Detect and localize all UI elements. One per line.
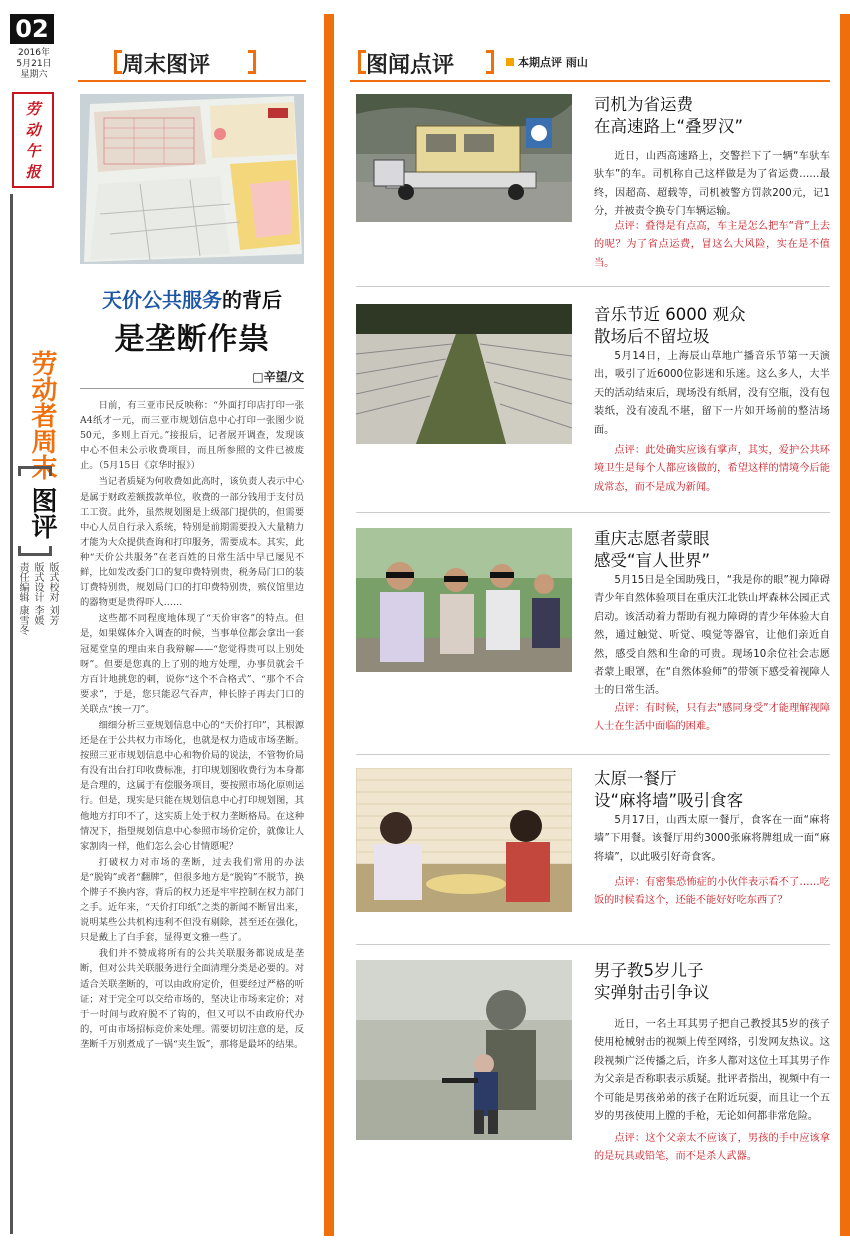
section-title: 劳动者周末 — [27, 350, 57, 480]
story-title — [594, 768, 830, 812]
logo-char: 动 — [25, 121, 41, 139]
credit-designer: 版式设计 李媛 — [32, 562, 43, 626]
weekend-section-header — [78, 44, 302, 80]
news-story — [356, 94, 830, 274]
news-section-header — [350, 44, 650, 80]
story-separator — [356, 944, 830, 945]
story-title-line2: 设“麻将墙”吸引食客 — [594, 791, 744, 810]
header-rule — [350, 80, 830, 82]
empty-lawn-chairs-image — [356, 304, 572, 444]
section-subtitle: 图评 — [27, 487, 57, 539]
orange-divider-right — [840, 14, 850, 1236]
article-body — [80, 398, 304, 1053]
logo-char: 午 — [25, 142, 41, 160]
editor-note — [506, 54, 588, 70]
shooting-photo — [356, 960, 572, 1140]
story-title — [594, 960, 830, 1004]
story-body: 近日，一名土耳其男子把自己教授其5岁的孩子使用枪械射击的视频上传至网络，引发网友热议。这段视频广泛传播之后，许多人都对这位土耳其男子作为父亲是否称职表示质疑。批评者指出，视频中有一个可能是男孩弟弟的孩子在附近玩耍，而且让一个五岁的男孩使用上膛的手枪，无论如何都非常危险。 — [594, 1019, 830, 1123]
issue-weekday: 星期六 — [20, 70, 48, 80]
story-title — [594, 94, 830, 138]
newspaper-logo — [12, 92, 54, 188]
bracket-left — [358, 50, 366, 74]
issue-year: 2016年 — [18, 48, 50, 58]
story-title-line1: 太原一餐厅 — [594, 769, 677, 788]
article-paragraph: 我们并不赞成将所有的公共关联服务都说成是垄断，但对公共关联服务进行全面清理分类是必要的。对适合关联垄断的，可以由政府定价，但要经过严格的听证；对于完全可以交给市场的，坚决让市场来定价；对于一时间与政府脱不了钩的，但又可以不由政府代办的，可由市场招标竞价来处理。需要切切注意的是，反垄断千万别煮成了一锅“夹生饭”，那将是最坏的结果。 — [80, 948, 304, 1050]
story-comment: 点评：这个父亲太不应该了，男孩的手中应该拿的是玩具或铅笔，而不是杀人武器。 — [594, 1133, 830, 1163]
page-number: 02 — [10, 14, 54, 44]
printed-map-photo — [80, 94, 304, 264]
boy-shooting-image — [356, 960, 572, 1140]
story-title-line2: 在高速路上“叠罗汉” — [594, 117, 744, 136]
story-title-line1: 音乐节近 6000 观众 — [594, 305, 746, 324]
bracket-left — [114, 50, 122, 74]
story-separator — [356, 286, 830, 287]
story-title — [594, 528, 830, 572]
story-comment: 点评：有密集恐怖症的小伙伴表示看不了……吃饭的时候看这个，还能不能好好吃东西了？ — [594, 877, 830, 907]
story-comment: 点评：此处确实应该有掌声，其实，爱护公共环境卫生是每个人都应该做的，希望这样的情境今后能成常态，而不是成为新闻。 — [594, 445, 830, 493]
festival-photo — [356, 304, 572, 444]
weekend-photo — [80, 94, 304, 264]
story-comment: 点评：有时候，只有去“感同身受”才能理解视障人士在生活中面临的困难。 — [594, 703, 830, 733]
article-paragraph: 这些都不同程度地体现了“天价审客”的特点。但是，如果媒体介入调查的时候，当事单位都会拿出一套冠冕堂皇的理由来自我辩解——“您觉得贵可以上别处呀”。但要是您真的上了别的地方处理，办事员就会千方百计地挑您的刺，说你“这个不合格式”、“那个不合要求”，于是，您只能忍气吞声，伸长脖子再去门口的关联点“挨一刀”。 — [80, 613, 304, 715]
credit-proofreader: 版式校对 刘芳 — [47, 562, 58, 626]
article-headline: 是垄断作祟 — [114, 322, 270, 357]
truck-on-truck-image — [356, 94, 572, 222]
news-story — [356, 960, 830, 1180]
story-body: 5月15日是全国助残日，“我是你的眼”视力障碍青少年自然体验项目在重庆江北铁山坪森林公园正式启动。该活动着力帮助有视力障碍的青少年体验大自然，通过触觉、听觉、嗅觉等器官，让他们亲近自然，感受自然和生命的可贵。现场10余位社会志愿者蒙上眼罩，在“自然体验师”的带领下感受着视障人士的日常生活。 — [594, 575, 830, 697]
article-byline: □辛望/文 — [252, 370, 304, 384]
story-title-line2: 散场后不留垃圾 — [594, 327, 710, 346]
article-kicker — [80, 284, 304, 313]
credits — [16, 562, 58, 682]
story-body: 近日，山西高速路上，交警拦下了一辆“车驮车驮车”的车。司机称自己这样做是为了省运费……最终，因超高、超载等，司机被警方罚款200元，记1分，并被责令换专门车辆运输。 — [594, 151, 830, 218]
article-paragraph: 细细分析三亚规划信息中心的“天价打印”，其根源还是在于公共权力市场化，也就是权力造成市场垄断。按照三亚市规划信息中心和物价局的说法，不管物价局有没有出台打印收费标准，打印规划图收费行为本身都是合理的，这属于有偿服务项目，要按照市场化原则运行。但是，现实是只能在规划信息中心打印规划图，其他地方打印不了，这实质上处于权力垄断格局。在这种情况下，指望规划信息中心参照市场价定价，就像让人家割肉一样，他们怎么会心甘情愿呢？ — [80, 719, 304, 852]
story-title-line1: 男子教5岁儿子 — [594, 961, 704, 980]
credit-editor: 责任编辑 康雪冬 — [17, 562, 28, 636]
story-separator — [356, 512, 830, 513]
story-title — [594, 304, 830, 348]
issue-month-day: 5月21日 — [16, 59, 52, 69]
issue-date — [8, 48, 60, 81]
logo-char: 劳 — [25, 100, 41, 118]
kicker-rest: 的背后 — [222, 288, 282, 312]
weekend-header-text: 周末图评 — [122, 53, 211, 78]
editor-note-text: 本期点评 雨山 — [518, 56, 588, 69]
article-paragraph: 日前，有三亚市民反映称：“外面打印店打印一张A4纸才一元，而三亚市规划信息中心打印一张图少说50元，多则上百元。”接报后，记者展开调查，发现该中心不但未公示收费项目，而且所参照的文件已被废止。（5月15日《京华时报》） — [80, 400, 304, 472]
bracket-right — [248, 50, 256, 74]
blindfolded-volunteers-image — [356, 528, 572, 672]
rail-divider — [10, 194, 13, 1234]
orange-divider-left — [324, 14, 334, 1236]
header-rule — [78, 80, 306, 82]
news-header-text: 图闻点评 — [366, 53, 455, 78]
story-title-line2: 感受“盲人世界” — [594, 551, 711, 570]
bracket-bottom — [18, 546, 52, 556]
news-story — [356, 304, 830, 494]
logo-char: 报 — [25, 163, 41, 181]
bracket-right — [486, 50, 494, 74]
mahjong-wall-image — [356, 768, 572, 912]
story-body: 5月17日，山西太原一餐厅，食客在一面“麻将墙”下用餐。该餐厅用约3000张麻将牌组成一面“麻将墙”，以此吸引好奇食客。 — [594, 815, 830, 863]
story-title-line1: 司机为省运费 — [594, 95, 693, 114]
story-title-line1: 重庆志愿者蒙眼 — [594, 529, 710, 548]
restaurant-photo — [356, 768, 572, 912]
volunteers-photo — [356, 528, 572, 672]
article-paragraph: 打破权力对市场的垄断，过去我们常用的办法是“脱钩”或者“翻牌”，但很多地方是“脱钩”不脱节，换个牌子不换内容，背后的权力还是牢牢控制在权力部门之手。近年来，“天价打印纸”之类的新闻不断冒出来，说明某些公共机构违利不但没有剔除，甚至还在强化，只是戴上了白手套，显得更文雅一些了。 — [80, 856, 304, 944]
square-bullet-icon — [506, 58, 514, 66]
kicker-highlight: 天价公共服务 — [102, 288, 222, 312]
article-paragraph: 当记者质疑为何收费如此高时，该负责人表示中心是属于财政差额拨款单位，收费的一部分钱用于支付员工工资。此外，虽然规划图是上级部门提供的，但需要中心人员自行录入系统，特别是前期需要投入大量精力才能为大众提供查询和打印服务，需要成本。其实，此种“天价公共服务”在老百姓的日常生活中早已屡见不鲜，比如发改委门口的复印费特别贵，税务局门口的装订费特别贵，规划局门口的打印费特别贵，殡仪馆里边的器物更是贵得吓人…… — [80, 476, 304, 609]
story-comment: 点评：叠得是有点高，车主是怎么把车“背”上去的呢？为了省点运费，冒这么大风险，实在是不值当。 — [594, 221, 830, 269]
news-story — [356, 768, 830, 918]
truck-photo — [356, 94, 572, 222]
byline-rule — [80, 388, 304, 389]
bracket-top — [18, 466, 52, 476]
story-separator — [356, 754, 830, 755]
story-title-line2: 实弹射击引争议 — [594, 983, 710, 1002]
story-body: 5月14日，上海辰山草地广播音乐节第一天演出，吸引了近6000位影迷和乐迷。这么多人，大半天的活动结束后，现场没有纸屑，没有空瓶，没有包装纸，没有凌乱不堪，留下一片如开场前的整洁场面。 — [594, 351, 830, 436]
news-story — [356, 528, 830, 738]
